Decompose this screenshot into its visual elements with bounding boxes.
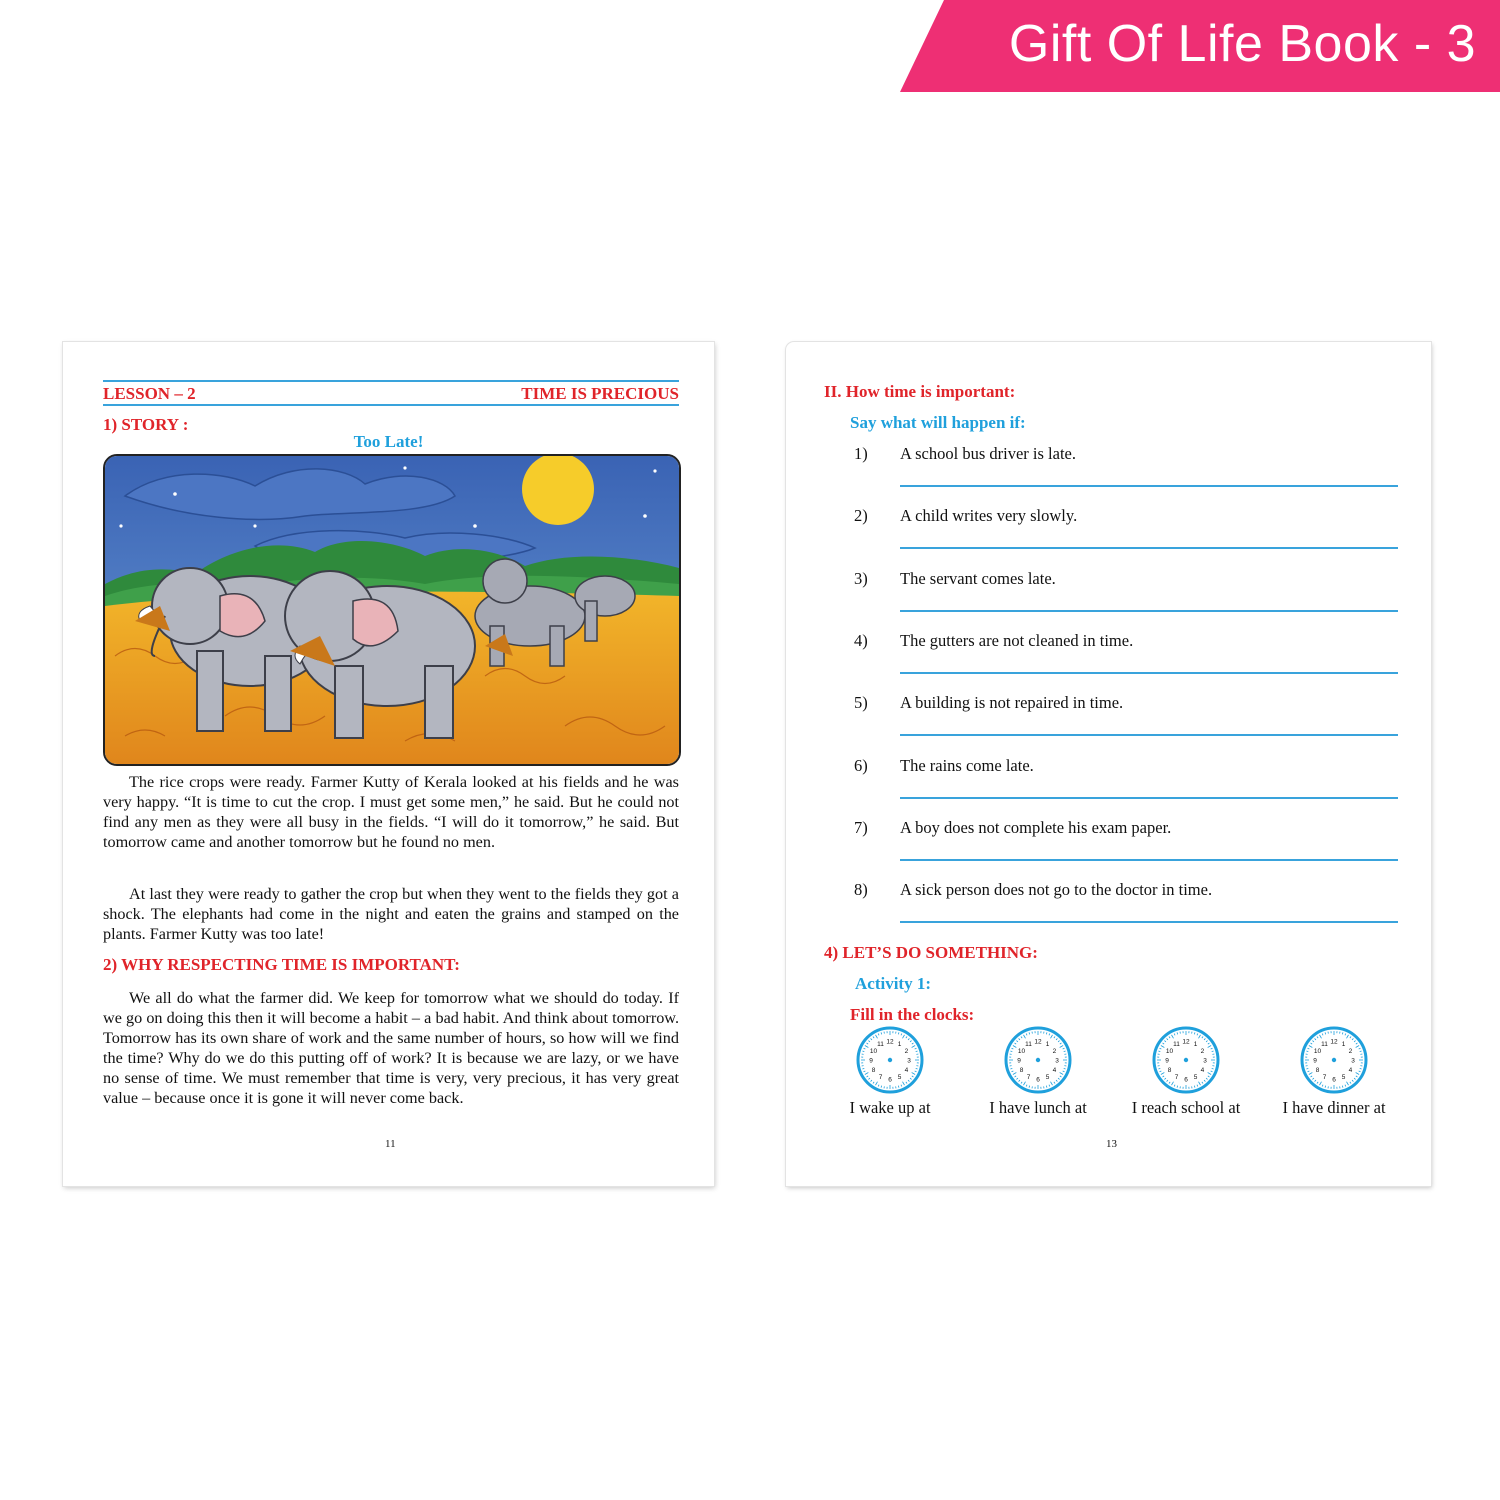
clock-number: 10 <box>1165 1048 1174 1055</box>
clock-number: 4 <box>1200 1067 1205 1074</box>
clock-face[interactable] <box>855 1025 925 1095</box>
fill-clocks-label: Fill in the clocks: <box>850 1005 975 1024</box>
question-number: 6) <box>854 755 868 775</box>
clock-number: 6 <box>1036 1076 1040 1084</box>
top-rule <box>103 380 679 382</box>
clock-number: 7 <box>1026 1073 1031 1081</box>
clock-number: 9 <box>1165 1057 1169 1065</box>
question-number: 1) <box>854 444 868 463</box>
clock-number: 12 <box>1330 1038 1338 1046</box>
clock-number: 9 <box>1017 1057 1021 1065</box>
clock-number: 2 <box>1200 1048 1205 1055</box>
clock-number: 5 <box>1341 1073 1346 1081</box>
answer-line[interactable] <box>900 547 1398 549</box>
clock-number: 1 <box>897 1041 902 1049</box>
clock-number: 5 <box>1045 1073 1050 1081</box>
question-number: 2) <box>854 506 868 526</box>
clock-number: 6 <box>1184 1076 1188 1084</box>
question-text: A building is not repaired in time. <box>900 693 1124 713</box>
clock-number: 6 <box>1332 1076 1336 1084</box>
clock-number: 2 <box>904 1048 909 1055</box>
question-text: A school bus driver is late. <box>900 444 1076 463</box>
answer-line[interactable] <box>900 610 1398 612</box>
story-paragraph-2: At last they were ready to gather the crop but when they went to the fields they got a shock. The elephants had come in the night and eaten the grains and stamped on the plants. Farmer Kutty was too late! <box>103 885 679 943</box>
say-what-subheading: Say what will happen if: <box>850 413 1026 432</box>
clock-number: 4 <box>904 1067 909 1074</box>
why-paragraph: We all do what the farmer did. We keep for tomorrow what we should do today. If we go on doing this then it will become a habit – a bad habit. And think about tomorrow. Tomorrow has its own share of work and the same number of hours, so how will we find the time? Why do we do this putting off of work? It is because we are lazy, or we have no sense of time. We must remember that time is very, very precious, it has very great value – because once it is gone it will never come back. <box>103 989 679 1107</box>
answer-line[interactable] <box>900 859 1398 861</box>
clock-number: 8 <box>1167 1067 1172 1074</box>
question-text: A sick person does not go to the doctor in time. <box>900 880 1213 900</box>
question-number: 5) <box>854 693 868 713</box>
clock-caption: I reach school at <box>1131 1098 1241 1117</box>
question-text: The rains come late. <box>900 755 1034 775</box>
clock-face[interactable] <box>1151 1025 1221 1095</box>
banner-title: Gift Of Life Book - 3 <box>1008 15 1476 73</box>
clock-number: 1 <box>1193 1041 1198 1049</box>
clock-number: 5 <box>897 1073 902 1081</box>
page-number-left: 11 <box>385 1138 396 1150</box>
clock-face[interactable] <box>1003 1025 1073 1095</box>
clock-number: 2 <box>1052 1048 1057 1055</box>
clock-number: 8 <box>871 1067 876 1074</box>
clock-number: 9 <box>1313 1057 1317 1065</box>
clock-number: 6 <box>888 1076 892 1084</box>
clock-caption: I have dinner at <box>1282 1098 1386 1117</box>
answer-line[interactable] <box>900 921 1398 923</box>
clock-number: 10 <box>869 1048 878 1055</box>
clock-number: 11 <box>1173 1041 1180 1049</box>
lesson-title: TIME IS PRECIOUS <box>521 384 679 403</box>
title-banner <box>900 0 1500 92</box>
clock-number: 11 <box>1025 1041 1032 1049</box>
clock-number: 9 <box>869 1057 873 1065</box>
clock-number: 11 <box>877 1041 884 1049</box>
why-heading: 2) WHY RESPECTING TIME IS IMPORTANT: <box>103 955 460 974</box>
page-number-right: 13 <box>1106 1138 1117 1150</box>
clock-number: 10 <box>1313 1048 1322 1055</box>
left-page <box>63 342 714 1186</box>
clock-face[interactable] <box>1299 1025 1369 1095</box>
activity-label: Activity 1: <box>855 974 932 993</box>
question-text: The servant comes late. <box>900 568 1056 588</box>
question-number: 7) <box>854 817 868 837</box>
clock-number: 4 <box>1052 1067 1057 1074</box>
clock-number: 8 <box>1019 1067 1024 1074</box>
answer-line[interactable] <box>900 734 1398 736</box>
clock-number: 5 <box>1193 1073 1198 1081</box>
clock-number: 12 <box>1182 1038 1190 1046</box>
question-text: A boy does not complete his exam paper. <box>900 817 1172 837</box>
right-page <box>786 342 1431 1186</box>
clock-caption: I have lunch at <box>989 1098 1087 1117</box>
story-heading: 1) STORY : <box>103 415 189 434</box>
clock-number: 3 <box>1055 1057 1059 1065</box>
story-paragraph-1: The rice crops were ready. Farmer Kutty of Kerala looked at his fields and he was very happy. “It is time to cut the crop. I must get some men,” he said. But he could not find any men as they were all busy in the fields. “I will do it tomorrow,” he said. But tomorrow came and another tomorrow but he found no men. <box>103 773 679 851</box>
clock-number: 7 <box>878 1073 883 1081</box>
clock-number: 12 <box>1034 1038 1042 1046</box>
clock-number: 2 <box>1348 1048 1353 1055</box>
clock-caption: I wake up at <box>849 1098 931 1117</box>
clock-number: 4 <box>1348 1067 1353 1074</box>
clock-number: 12 <box>886 1038 894 1046</box>
question-number: 8) <box>854 880 868 900</box>
clock-number: 3 <box>907 1057 911 1065</box>
clock-number: 7 <box>1322 1073 1327 1081</box>
lesson-label: LESSON – 2 <box>103 384 196 403</box>
answer-line[interactable] <box>900 485 1398 487</box>
question-number: 3) <box>854 568 868 588</box>
story-title: Too Late! <box>353 432 424 451</box>
question-text: The gutters are not cleaned in time. <box>900 630 1134 650</box>
question-text: A child writes very slowly. <box>900 506 1078 526</box>
clock-number: 11 <box>1321 1041 1328 1049</box>
clock-number: 1 <box>1045 1041 1050 1049</box>
how-time-heading: II. How time is important: <box>824 382 1016 401</box>
question-number: 4) <box>854 630 868 650</box>
lets-do-heading: 4) LET’S DO SOMETHING: <box>824 943 1038 962</box>
bottom-rule <box>103 404 679 406</box>
clock-number: 3 <box>1351 1057 1355 1065</box>
clock-number: 10 <box>1017 1048 1026 1055</box>
elephants-illustration <box>103 454 681 766</box>
clock-number: 8 <box>1315 1067 1320 1074</box>
answer-line[interactable] <box>900 797 1398 799</box>
clock-number: 7 <box>1174 1073 1179 1081</box>
answer-line[interactable] <box>900 672 1398 674</box>
clock-number: 3 <box>1203 1057 1207 1065</box>
clock-number: 1 <box>1341 1041 1346 1049</box>
